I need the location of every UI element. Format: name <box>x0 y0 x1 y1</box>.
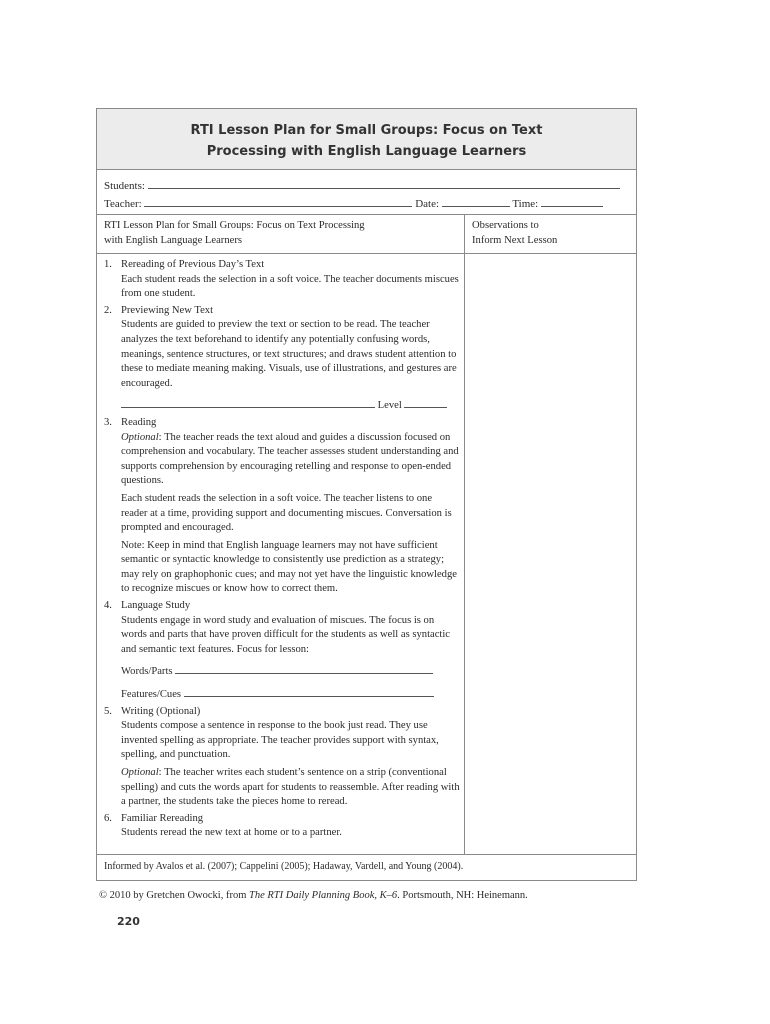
section-title: Reading <box>121 416 157 428</box>
section-writing <box>104 705 460 810</box>
reading-optional <box>104 431 460 489</box>
time-field[interactable] <box>541 196 603 207</box>
right-heading-line-1: Observations to <box>472 220 539 231</box>
features-cues-label: Features/Cues <box>121 689 182 701</box>
section-number: 1. <box>104 259 112 270</box>
right-column-heading <box>472 219 557 248</box>
sources-row <box>97 854 636 881</box>
optional-label: Optional <box>121 767 159 778</box>
students-field[interactable] <box>148 178 620 189</box>
features-cues-row <box>104 686 460 703</box>
sources-text: Informed by Avalos et al. (2007); Cappelini (2005); Hadaway, Vardell, and Young (2004). <box>104 861 464 872</box>
features-cues-field[interactable] <box>184 686 434 697</box>
left-heading-line-2: with English Language Learners <box>104 234 242 246</box>
section-text: Each student reads the selection in a soft voice. The teacher listens to one reader at a time, providing support and documenting miscues. Conversation is prompted and encouraged. <box>121 492 452 534</box>
lesson-steps <box>104 258 460 843</box>
section-number: 5. <box>104 705 112 717</box>
section-title: Language Study <box>121 600 191 612</box>
time-label: Time: <box>512 198 539 210</box>
section-number: 3. <box>104 416 112 428</box>
section-text: Students engage in word study and evaluation of miscues. The focus is on words and parts that have proven difficult for the students as well as syntactic and semantic text features. Focus for lesson: <box>121 614 451 655</box>
section-language-study <box>104 599 460 703</box>
section-title: Rereading of Previous Day’s Text <box>121 259 265 270</box>
section-title: Writing (Optional) <box>121 705 201 717</box>
section-text: Students reread the new text at home or to a partner. <box>121 827 342 839</box>
section-number: 6. <box>104 812 112 824</box>
words-parts-label: Words/Parts <box>121 666 173 678</box>
teacher-label: Teacher: <box>104 198 142 210</box>
page-number: 220 <box>117 915 140 928</box>
right-heading-line-2: Inform Next Lesson <box>472 234 558 246</box>
students-row <box>104 178 620 193</box>
book-title-field[interactable] <box>121 397 375 408</box>
book-title: The RTI Daily Planning Book, K–6 <box>248 890 398 901</box>
section-text: Students compose a sentence in response to the book just read. They use invented spelling as appropriate. The teacher provides support with syntax, spelling, and punctuation. <box>121 720 439 761</box>
level-field[interactable] <box>404 397 447 408</box>
level-label: Level <box>377 400 402 412</box>
column-header <box>97 214 636 254</box>
section-number: 2. <box>104 304 112 316</box>
section-title: Familiar Rereading <box>121 812 204 824</box>
students-label: Students: <box>104 180 145 192</box>
section-rereading <box>104 258 460 302</box>
title-box <box>97 109 636 170</box>
words-parts-field[interactable] <box>175 663 433 674</box>
optional-text: : The teacher writes each student’s sentence on a strip (conventional spelling) and cuts the words apart for students to reassemble. After reading with a partner, the students take the pieces home to reread. <box>121 767 460 808</box>
date-label: Date: <box>415 198 440 210</box>
title-line-1: RTI Lesson Plan for Small Groups: Focus on Text <box>190 123 543 138</box>
copyright-line <box>99 890 528 901</box>
optional-text: : The teacher reads the text aloud and guides a discussion focused on comprehension and vocabulary. The teacher assesses student understanding and supports comprehension by encouraging retelling and response to open-ended questions. <box>121 431 459 487</box>
teacher-row <box>104 196 603 211</box>
copyright-suffix: . Portsmouth, NH: Heinemann. <box>397 890 528 901</box>
section-previewing <box>104 304 460 414</box>
copyright-prefix: © 2010 by Gretchen Owocki, from <box>99 890 249 901</box>
section-reading <box>104 416 460 597</box>
left-heading-line-1: RTI Lesson Plan for Small Groups: Focus on Text Processing <box>104 220 365 231</box>
title-line-2: Processing with English Language Learners <box>206 144 527 159</box>
left-column-heading <box>104 219 365 248</box>
section-familiar-rereading <box>104 812 460 841</box>
section-note: Note: Keep in mind that English language learners may not have sufficient semantic or syntactic knowledge to consistently use prediction as a strategy; may rely on graphophonic cues; and may not yet have the linguistic knowledge to recognize miscues or know how to correct them. <box>121 539 457 595</box>
column-divider <box>464 214 465 854</box>
section-number: 4. <box>104 600 112 612</box>
lesson-plan-form <box>96 108 637 881</box>
section-text: Students are guided to preview the text or section to be read. The teacher analyzes the text beforehand to identify any potentially confusing words, meanings, sentence structures, or text structures; and draws student attention to these to mediate meaning making. Visuals, use of illustrations, and gestures are encouraged. <box>121 319 457 389</box>
level-row <box>104 397 460 414</box>
teacher-field[interactable] <box>144 196 412 207</box>
section-text: Each student reads the selection in a soft voice. The teacher documents miscues from one student. <box>121 273 459 300</box>
words-parts-row <box>104 663 460 680</box>
optional-label: Optional <box>121 431 159 443</box>
writing-optional <box>104 766 460 810</box>
date-field[interactable] <box>442 196 510 207</box>
section-title: Previewing New Text <box>121 304 214 316</box>
